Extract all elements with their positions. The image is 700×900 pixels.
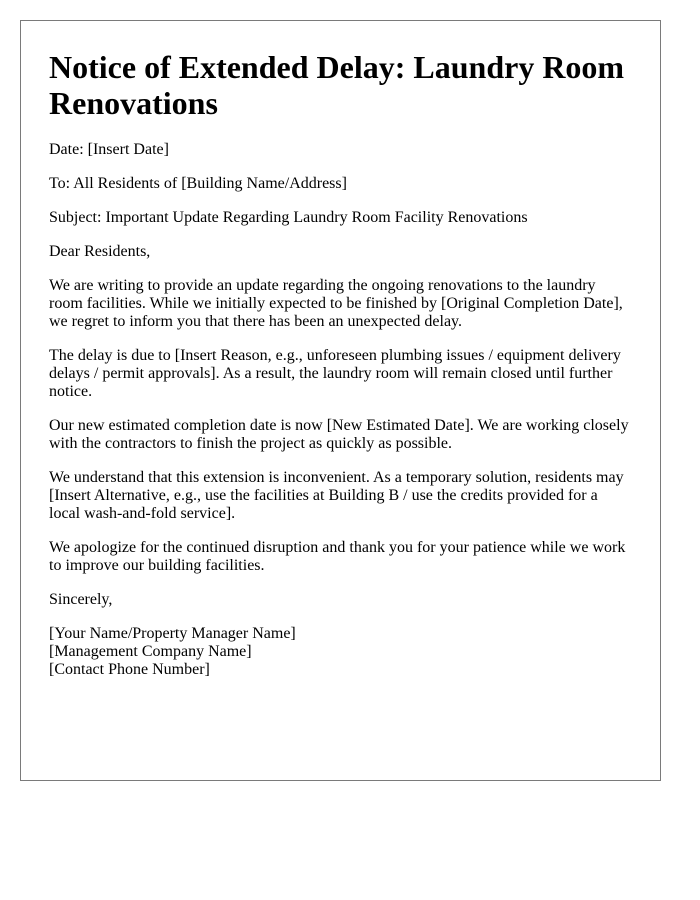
body-paragraph-new-date: Our new estimated completion date is now [New Estimated Date]. We are working closely with the contractors to finish the project as quickly as possible. <box>49 417 629 452</box>
body-paragraph-intro: We are writing to provide an update regarding the ongoing renovations to the laundry room facilities. While we initially expected to be finished by [Original Completion Date], we regret to inform you that there has been an unexpected delay. <box>49 277 623 330</box>
signature-name: [Your Name/Property Manager Name] <box>49 625 296 642</box>
closing: Sincerely, <box>49 591 113 608</box>
signature-phone: [Contact Phone Number] <box>49 661 210 678</box>
date-line: Date: [Insert Date] <box>49 141 169 158</box>
signature-company: [Management Company Name] <box>49 643 252 660</box>
letter-document <box>20 20 661 781</box>
signature-block <box>49 625 632 679</box>
salutation: Dear Residents, <box>49 243 151 260</box>
letter-title: Notice of Extended Delay: Laundry Room Renovations <box>49 49 625 121</box>
body-paragraph-apology: We apologize for the continued disruption and thank you for your patience while we work to improve our building facilities. <box>49 539 626 574</box>
subject-line: Subject: Important Update Regarding Laundry Room Facility Renovations <box>49 209 528 226</box>
body-paragraph-alternative: We understand that this extension is inconvenient. As a temporary solution, residents may [Insert Alternative, e.g., use the facilities at Building B / use the credits provided for a local wash-and-fold service]. <box>49 469 624 522</box>
body-paragraph-reason: The delay is due to [Insert Reason, e.g., unforeseen plumbing issues / equipment delivery delays / permit approvals]. As a result, the laundry room will remain closed until further notice. <box>49 347 621 400</box>
recipient-line: To: All Residents of [Building Name/Address] <box>49 175 347 192</box>
